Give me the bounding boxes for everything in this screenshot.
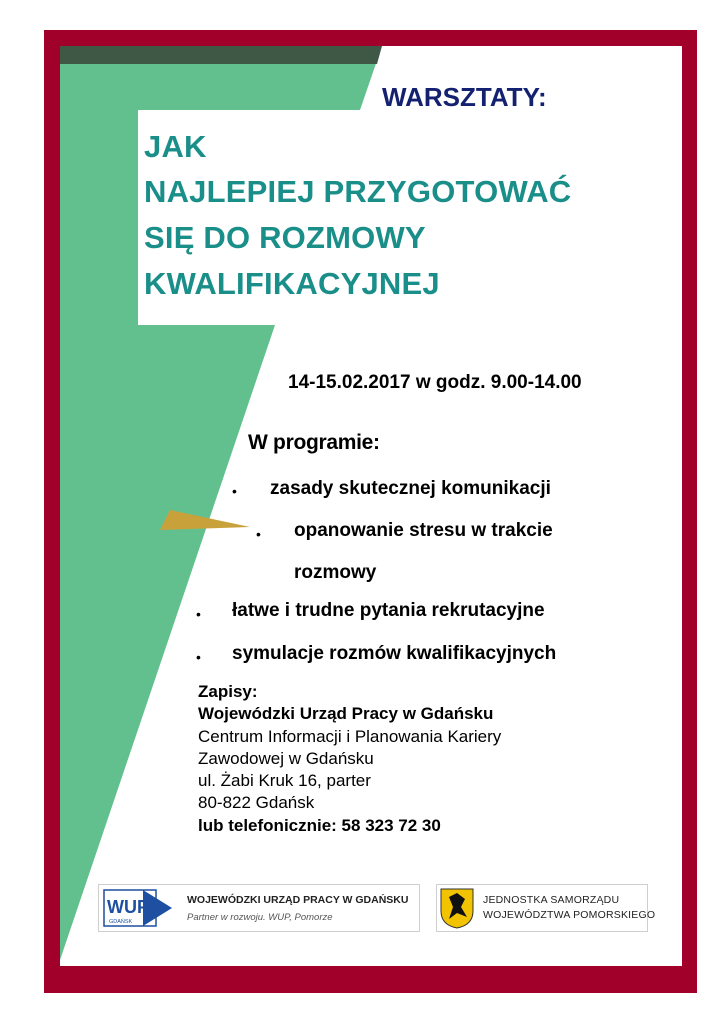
wup-arrow-icon bbox=[103, 889, 173, 927]
title-line-4: KWALIFIKACYJNEJ bbox=[144, 266, 440, 301]
contact-phone: lub telefonicznie: 58 323 72 30 bbox=[198, 816, 441, 835]
bullet-dot-3: • bbox=[196, 606, 201, 622]
dark-top-bar bbox=[60, 46, 382, 64]
wup-name: WOJEWÓDZKI URZĄD PRACY W GDAŃSKU bbox=[187, 894, 409, 906]
wup-logo bbox=[98, 884, 420, 932]
bullet-dot-2: • bbox=[256, 526, 261, 542]
wup-short-text: WUP bbox=[107, 897, 149, 917]
jst-line-1: JEDNOSTKA SAMORZĄDU bbox=[483, 894, 620, 906]
title-line-1: JAK bbox=[144, 129, 207, 164]
jst-line-2: WOJEWÓDZTWA POMORSKIEGO bbox=[483, 909, 656, 921]
griffin-crest-icon bbox=[439, 887, 475, 929]
title-line-2: NAJLEPIEJ PRZYGOTOWAĆ bbox=[144, 174, 572, 209]
program-item-2-cont: rozmowy bbox=[294, 562, 377, 583]
program-item-3: łatwe i trudne pytania rekrutacyjne bbox=[232, 600, 545, 621]
bullet-dot-1: • bbox=[232, 483, 237, 499]
jst-logo bbox=[436, 884, 656, 932]
date-time: 14-15.02.2017 w godz. 9.00-14.00 bbox=[288, 372, 582, 393]
contact-dept-2: Zawodowej w Gdańsku bbox=[198, 749, 374, 768]
wup-tagline: Partner w rozwoju. WUP, Pomorze bbox=[187, 912, 333, 923]
wup-city-text: GDAŃSK bbox=[109, 919, 133, 925]
contact-org: Wojewódzki Urząd Pracy w Gdańsku bbox=[198, 704, 494, 723]
bullet-dot-4: • bbox=[196, 649, 201, 665]
program-item-4: symulacje rozmów kwalifikacyjnych bbox=[232, 643, 557, 664]
contact-dept-1: Centrum Informacji i Planowania Kariery bbox=[198, 727, 502, 746]
contact-address: ul. Żabi Kruk 16, parter bbox=[198, 771, 371, 790]
program-item-2: opanowanie stresu w trakcie bbox=[294, 520, 553, 541]
title-line-3: SIĘ DO ROZMOWY bbox=[144, 220, 426, 255]
contact-postal: 80-822 Gdańsk bbox=[198, 793, 315, 812]
program-item-1: zasady skutecznej komunikacji bbox=[270, 478, 551, 499]
program-label: W programie: bbox=[248, 431, 380, 454]
contact-label: Zapisy: bbox=[198, 682, 258, 701]
workshop-heading: WARSZTATY: bbox=[382, 82, 547, 112]
